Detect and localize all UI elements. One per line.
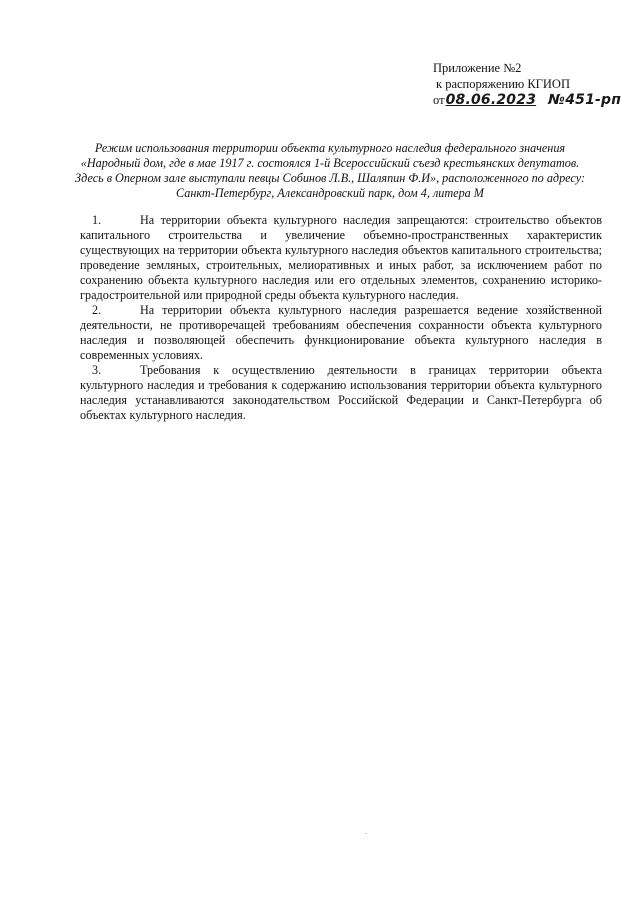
handwritten-date: 08.06.2023 bbox=[445, 92, 537, 108]
document-title bbox=[50, 141, 610, 201]
paragraph-number: 3. bbox=[92, 363, 102, 377]
appendix-date-number-line bbox=[433, 92, 633, 108]
scan-speck bbox=[365, 833, 367, 834]
title-line-3: Здесь в Оперном зале выступали певцы Собинов Л.В., Шаляпин Ф.И», расположенного по адресу: bbox=[74, 171, 586, 185]
handwritten-order-number: 451-рп bbox=[565, 92, 622, 108]
appendix-order-reference: к распоряжению КГИОП bbox=[436, 77, 570, 91]
appendix-label: Приложение №2 bbox=[433, 61, 522, 75]
paragraph-number: 1. bbox=[92, 213, 102, 227]
paragraph-1 bbox=[80, 213, 602, 303]
paragraph-first-line: На территории объекта культурного наследия разрешается ведение хозяйственной bbox=[140, 303, 602, 317]
title-line-1: Режим использования территории объекта культурного наследия федерального значения bbox=[94, 141, 566, 155]
title-line-2: «Народный дом, где в мае 1917 г. состоялся 1-й Всероссийский съезд крестьянских депутатов. bbox=[80, 156, 580, 170]
paragraph-text: культурного наследия и требования к содержанию использования территории объекта культурного наследия устанавливаются законодательством Российской Федерации и Санкт-Петербурга об объектах культурного наследия. bbox=[80, 378, 602, 422]
number-prefix: № bbox=[548, 92, 566, 108]
paragraph-text: деятельности, не противоречащей требованиям обеспечения сохранности объекта культурного наследия и позволяющей обеспечить функционирование объекта культурного наследия в современных условиях. bbox=[80, 318, 602, 362]
title-line-4: Санкт-Петербург, Александровский парк, дом 4, литера М bbox=[176, 186, 484, 200]
paragraph-first-line: На территории объекта культурного наследия запрещаются: строительство объектов bbox=[140, 213, 602, 227]
paragraph-3 bbox=[80, 363, 602, 423]
appendix-header bbox=[433, 60, 633, 108]
paragraph-text: капитального строительства и увеличение объемно-пространственных характеристик существующих на территории объекта культурного наследия объектов капитального строительства; проведение земляных, строительных, мелиоративных и иных работ, за исключением работ по сохранению объекта культурного наследия или его отдельных элементов, сохранению историко-градостроительной или природной среды объекта культурного наследия. bbox=[80, 228, 602, 302]
paragraph-number: 2. bbox=[92, 303, 102, 317]
paragraph-2 bbox=[80, 303, 602, 363]
appendix-date-prefix: от bbox=[433, 93, 445, 107]
paragraph-first-line: Требования к осуществлению деятельности в границах территории объекта bbox=[140, 363, 602, 377]
document-body bbox=[80, 213, 602, 423]
